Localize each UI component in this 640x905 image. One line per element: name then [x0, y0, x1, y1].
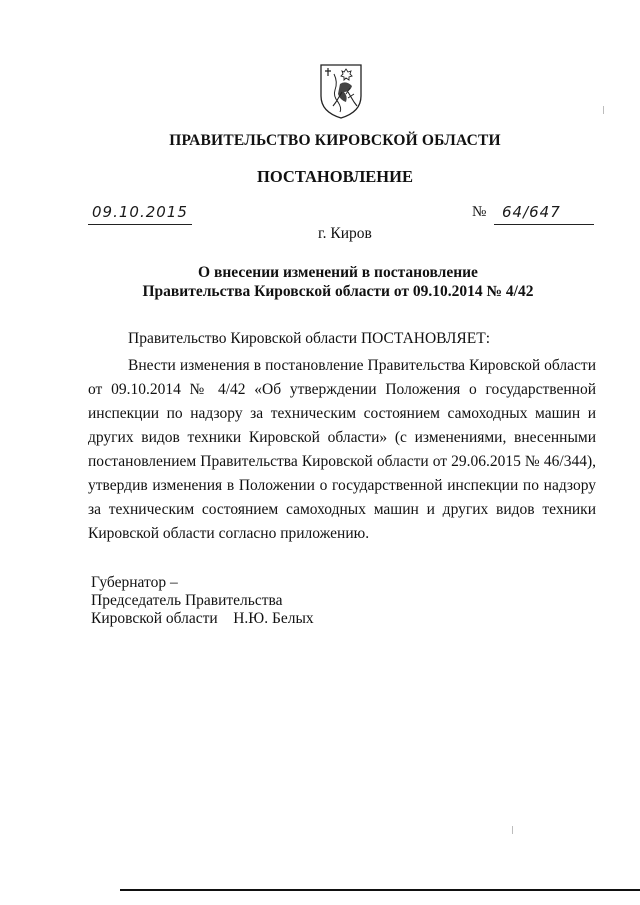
page-bottom-rule [120, 889, 640, 891]
preamble: Правительство Кировской области ПОСТАНОВЛЯЕТ: [128, 330, 491, 347]
coat-of-arms-icon [318, 62, 364, 120]
document-type: ПОСТАНОВЛЕНИЕ [257, 167, 413, 186]
subject-line-1: О внесении изменений в постановление [198, 264, 478, 281]
city-name: г. Киров [318, 225, 372, 242]
document-number: 64/647 [502, 203, 561, 221]
organization-name: ПРАВИТЕЛЬСТВО КИРОВСКОЙ ОБЛАСТИ [169, 132, 501, 149]
subject-line-2: Правительства Кировской области от 09.10.2014 № 4/42 [142, 283, 534, 300]
number-underline [494, 224, 594, 225]
document-date-field [88, 203, 192, 225]
signature-line-3: Кировской области Н.Ю. Белых [91, 610, 314, 627]
number-sign: № [472, 204, 487, 220]
document-number-field [472, 203, 594, 225]
scan-artifact [512, 826, 513, 834]
scan-artifact [603, 106, 604, 114]
signature-block [91, 574, 314, 628]
document-date: 09.10.2015 [92, 203, 188, 221]
document-subject [0, 263, 640, 301]
date-underline [88, 224, 192, 225]
signature-line-1: Губернатор – [91, 574, 178, 591]
signature-line-2: Председатель Правительства [91, 592, 283, 609]
decree-paragraph: Внести изменения в постановление Правительства Кировской области от 09.10.2014 № 4/42 «Об утверждении Положения о государственной инспекции по надзору за техническим состоянием самоходных машин и других видов техники Кировской области» (с изменениями, внесенными постановлением Правительства Кировской области от 29.06.2015 № 46/344), утвердив изменения в Положении о государственной инспекции по надзору за техническим состоянием самоходных машин и других видов техники Кировской области согласно приложению. [88, 357, 596, 542]
